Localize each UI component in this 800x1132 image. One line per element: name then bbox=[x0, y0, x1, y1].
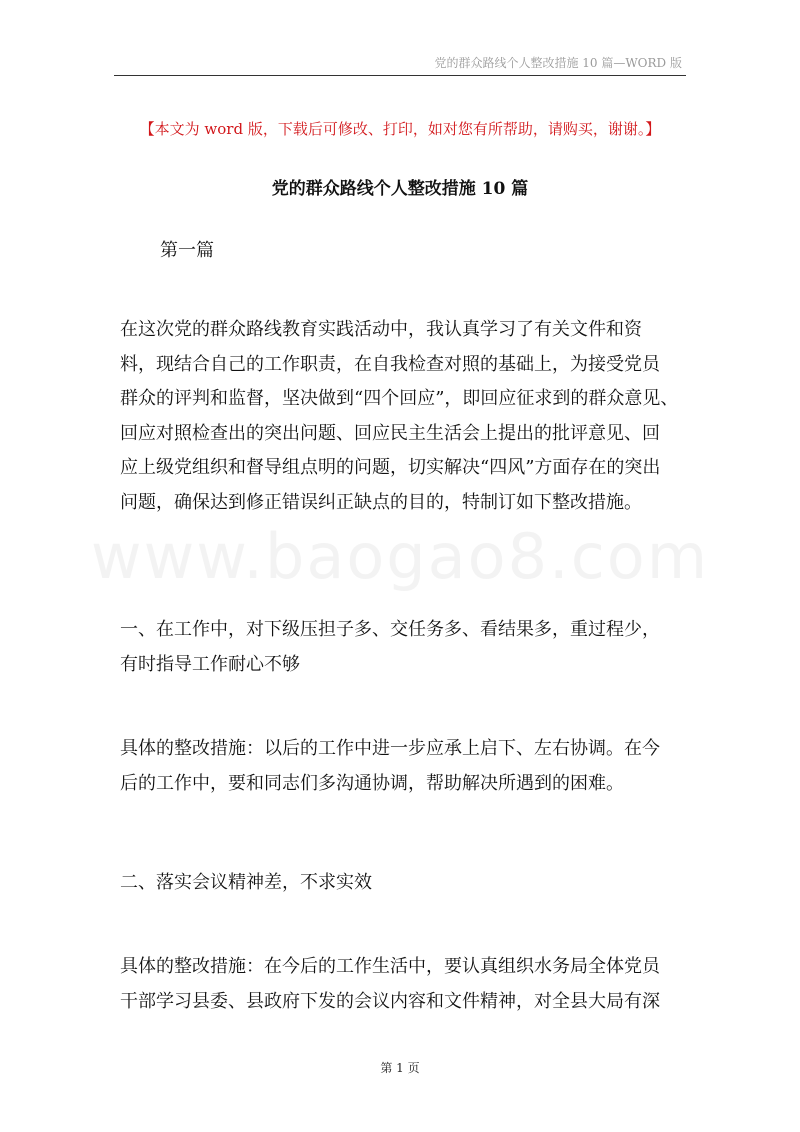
section-label-text: 第一篇 bbox=[160, 240, 214, 261]
purchase-notice: 【本文为 word 版，下载后可修改、打印，如对您有所帮助，请购买，谢谢。】 bbox=[139, 120, 661, 138]
item-2-heading bbox=[120, 866, 692, 901]
running-header: 党的群众路线个人整改措施 10 篇—WORD 版 bbox=[434, 56, 682, 70]
text-line: 应上级党组织和督导组点明的问题，切实解决“四风”方面存在的突出 bbox=[120, 457, 661, 478]
intro-paragraph bbox=[120, 313, 692, 520]
header-divider bbox=[114, 75, 686, 76]
page-number: 第 1 页 bbox=[380, 1061, 420, 1075]
text-line: 后的工作中，要和同志们多沟通协调，帮助解决所遇到的困难。 bbox=[120, 772, 624, 794]
text-line: 在这次党的群众路线教育实践活动中，我认真学习了有关文件和资 bbox=[120, 319, 642, 340]
text-line: 具体的整改措施：在今后的工作生活中，要认真组织水务局全体党员 bbox=[120, 956, 660, 977]
text-line: 问题，确保达到修正错误纠正缺点的目的，特制订如下整改措施。 bbox=[120, 491, 642, 513]
text-line: 料，现结合自己的工作职责，在自我检查对照的基础上，为接受党员 bbox=[120, 353, 660, 375]
text-line: 一、在工作中，对下级压担子多、交任务多、看结果多，重过程少， bbox=[120, 619, 660, 640]
document-title: 党的群众路线个人整改措施 10 篇 bbox=[271, 179, 529, 199]
text-line: 干部学习县委、县政府下发的会议内容和文件精神，对全县大局有深 bbox=[120, 990, 660, 1012]
item-1-heading bbox=[120, 613, 692, 682]
text-line: 二、落实会议精神差，不求实效 bbox=[120, 872, 372, 893]
item-1-measure bbox=[120, 732, 692, 801]
text-line: 有时指导工作耐心不够 bbox=[120, 653, 300, 675]
text-line: 具体的整改措施：以后的工作中进一步应承上启下、左右协调。在今 bbox=[120, 738, 660, 759]
section-label bbox=[160, 234, 732, 269]
text-line: 回应对照检查出的突出问题、回应民主生活会上提出的批评意见、回 bbox=[120, 422, 660, 444]
item-2-measure bbox=[120, 950, 692, 1019]
watermark: www.baogao8.com bbox=[90, 520, 710, 593]
text-line: 群众的评判和监督，坚决做到“四个回应”，即回应征求到的群众意见、 bbox=[120, 388, 679, 409]
